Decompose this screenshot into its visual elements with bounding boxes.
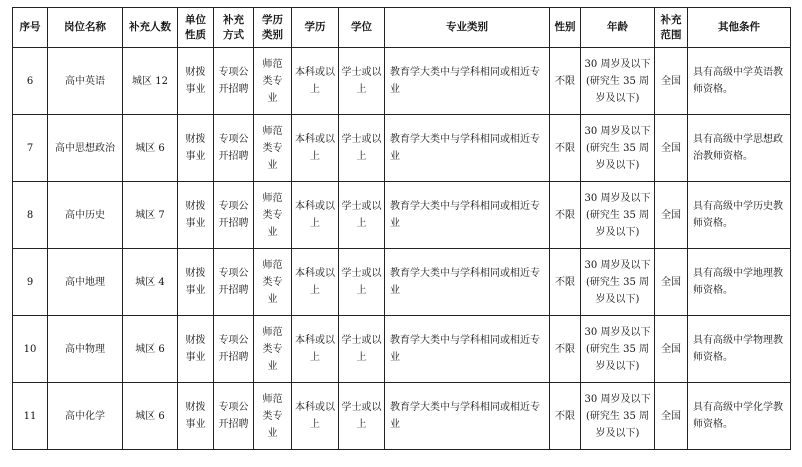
cell-major: 教育学大类中与学科相同或相近专业 — [385, 249, 550, 316]
cell-degree: 学士或以上 — [339, 182, 385, 249]
cell-major: 教育学大类中与学科相同或相近专业 — [385, 115, 550, 182]
cell-gender: 不限 — [550, 115, 581, 182]
cell-post: 高中思想政治 — [48, 115, 123, 182]
cell-unit: 财拨事业 — [178, 383, 214, 450]
cell-degree: 学士或以上 — [339, 249, 385, 316]
cell-major: 教育学大类中与学科相同或相近专业 — [385, 383, 550, 450]
cell-scope: 全国 — [655, 316, 688, 383]
cell-method: 专项公开招聘 — [214, 316, 254, 383]
cell-age: 30 周岁及以下(研究生 35 周岁及以下) — [581, 182, 655, 249]
cell-count: 城区 12 — [123, 48, 178, 115]
cell-seq: 7 — [13, 115, 48, 182]
cell-unit: 财拨事业 — [178, 115, 214, 182]
cell-method: 专项公开招聘 — [214, 48, 254, 115]
cell-seq: 9 — [13, 249, 48, 316]
cell-seq: 8 — [13, 182, 48, 249]
cell-post: 高中化学 — [48, 383, 123, 450]
cell-edu: 本科或以上 — [292, 383, 339, 450]
cell-unit: 财拨事业 — [178, 249, 214, 316]
cell-edu: 本科或以上 — [292, 115, 339, 182]
document-page — [12, 7, 790, 450]
recruitment-table — [12, 7, 791, 450]
cell-degree: 学士或以上 — [339, 383, 385, 450]
cell-gender: 不限 — [550, 316, 581, 383]
table-row — [13, 249, 791, 316]
cell-age: 30 周岁及以下(研究生 35 周岁及以下) — [581, 115, 655, 182]
cell-degree: 学士或以上 — [339, 48, 385, 115]
table-row — [13, 316, 791, 383]
header-unit: 单位性质 — [178, 8, 214, 48]
cell-other: 具有高级中学物理教师资格。 — [688, 316, 791, 383]
header-edu-type: 学历类别 — [254, 8, 292, 48]
cell-seq: 10 — [13, 316, 48, 383]
header-post: 岗位名称 — [48, 8, 123, 48]
cell-other: 具有高级中学思想政治教师资格。 — [688, 115, 791, 182]
cell-edu: 本科或以上 — [292, 48, 339, 115]
header-scope: 补充范围 — [655, 8, 688, 48]
cell-count: 城区 7 — [123, 182, 178, 249]
cell-count: 城区 6 — [123, 383, 178, 450]
cell-edu: 本科或以上 — [292, 182, 339, 249]
cell-seq: 6 — [13, 48, 48, 115]
cell-edu-type: 师范类专业 — [254, 249, 292, 316]
header-seq: 序号 — [13, 8, 48, 48]
cell-unit: 财拨事业 — [178, 316, 214, 383]
cell-scope: 全国 — [655, 48, 688, 115]
header-other: 其他条件 — [688, 8, 791, 48]
header-edu: 学历 — [292, 8, 339, 48]
cell-post: 高中地理 — [48, 249, 123, 316]
cell-edu: 本科或以上 — [292, 249, 339, 316]
cell-edu-type: 师范类专业 — [254, 115, 292, 182]
cell-count: 城区 6 — [123, 316, 178, 383]
cell-other: 具有高级中学英语教师资格。 — [688, 48, 791, 115]
header-age: 年龄 — [581, 8, 655, 48]
cell-age: 30 周岁及以下(研究生 35 周岁及以下) — [581, 316, 655, 383]
cell-count: 城区 6 — [123, 115, 178, 182]
cell-edu-type: 师范类专业 — [254, 48, 292, 115]
cell-gender: 不限 — [550, 182, 581, 249]
cell-gender: 不限 — [550, 383, 581, 450]
cell-scope: 全国 — [655, 249, 688, 316]
cell-post: 高中英语 — [48, 48, 123, 115]
cell-edu-type: 师范类专业 — [254, 383, 292, 450]
cell-degree: 学士或以上 — [339, 115, 385, 182]
table-header-row — [13, 8, 791, 48]
table-row — [13, 115, 791, 182]
cell-gender: 不限 — [550, 48, 581, 115]
cell-age: 30 周岁及以下(研究生 35 周岁及以下) — [581, 383, 655, 450]
cell-unit: 财拨事业 — [178, 182, 214, 249]
cell-edu: 本科或以上 — [292, 316, 339, 383]
cell-count: 城区 4 — [123, 249, 178, 316]
cell-seq: 11 — [13, 383, 48, 450]
table-row — [13, 48, 791, 115]
cell-gender: 不限 — [550, 249, 581, 316]
cell-other: 具有高级中学化学教师资格。 — [688, 383, 791, 450]
cell-scope: 全国 — [655, 383, 688, 450]
cell-edu-type: 师范类专业 — [254, 182, 292, 249]
cell-unit: 财拨事业 — [178, 48, 214, 115]
cell-scope: 全国 — [655, 115, 688, 182]
cell-method: 专项公开招聘 — [214, 115, 254, 182]
cell-post: 高中历史 — [48, 182, 123, 249]
cell-major: 教育学大类中与学科相同或相近专业 — [385, 316, 550, 383]
cell-degree: 学士或以上 — [339, 316, 385, 383]
cell-method: 专项公开招聘 — [214, 182, 254, 249]
cell-post: 高中物理 — [48, 316, 123, 383]
cell-scope: 全国 — [655, 182, 688, 249]
header-method: 补充方式 — [214, 8, 254, 48]
cell-age: 30 周岁及以下(研究生 35 周岁及以下) — [581, 249, 655, 316]
cell-method: 专项公开招聘 — [214, 383, 254, 450]
cell-edu-type: 师范类专业 — [254, 316, 292, 383]
cell-other: 具有高级中学地理教师资格。 — [688, 249, 791, 316]
cell-age: 30 周岁及以下(研究生 35 周岁及以下) — [581, 48, 655, 115]
cell-major: 教育学大类中与学科相同或相近专业 — [385, 182, 550, 249]
table-row — [13, 182, 791, 249]
table-row — [13, 383, 791, 450]
header-gender: 性别 — [550, 8, 581, 48]
cell-major: 教育学大类中与学科相同或相近专业 — [385, 48, 550, 115]
table-body — [13, 48, 791, 450]
header-count: 补充人数 — [123, 8, 178, 48]
cell-other: 具有高级中学历史教师资格。 — [688, 182, 791, 249]
header-major: 专业类别 — [385, 8, 550, 48]
cell-method: 专项公开招聘 — [214, 249, 254, 316]
header-degree: 学位 — [339, 8, 385, 48]
